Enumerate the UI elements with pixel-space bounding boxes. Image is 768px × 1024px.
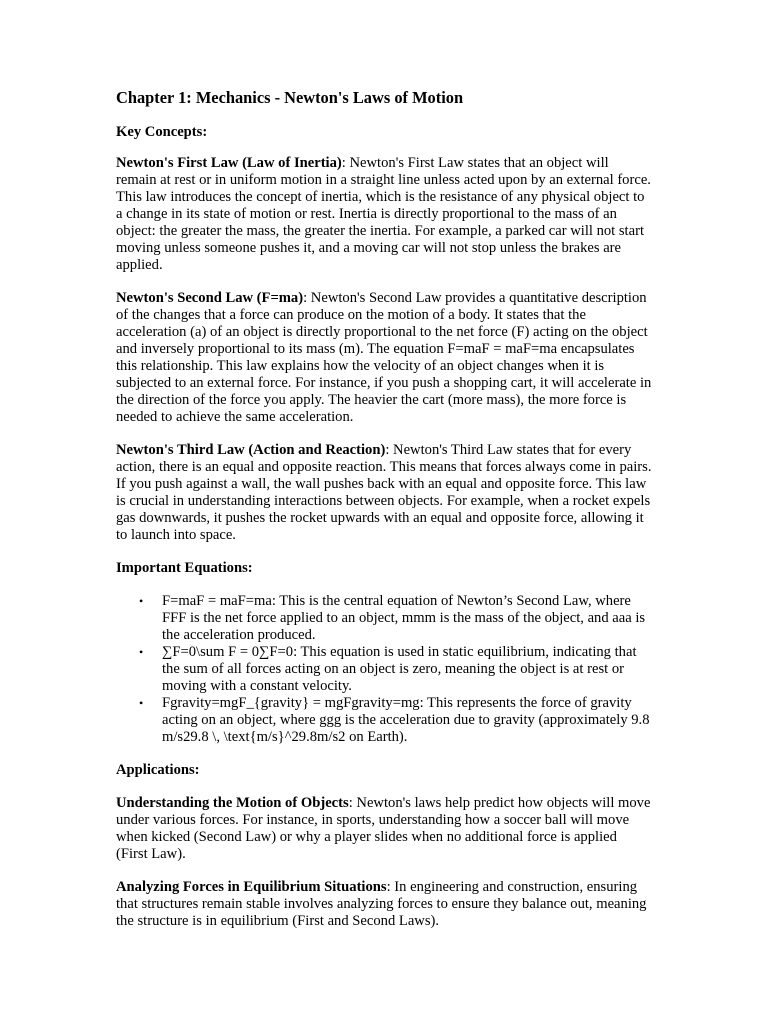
list-item — [116, 644, 652, 695]
equilibrium-application-text: : In engineering and construction, ensuring that structures remain stable involves analyzing forces to ensure they balance out, meaning the structure is in equilibrium (First and Second Laws). — [116, 879, 647, 929]
equation-text: F=maF = maF=ma: This is the central equation of Newton’s Second Law, where FFF is the net force applied to an object, mmm is the mass of the object, and aaa is the acceleration produced. — [162, 593, 646, 643]
key-concepts-heading: Key Concepts: — [116, 124, 208, 140]
document-body — [116, 88, 652, 930]
equations-heading: Important Equations: — [116, 560, 253, 576]
first-law-paragraph — [116, 155, 652, 274]
list-item — [116, 695, 652, 746]
motion-application-paragraph — [116, 795, 652, 863]
second-law-text: : Newton's Second Law provides a quantitative description of the changes that a force can produce on the motion of a body. It states that the acceleration (a) of an object is directly proportional to the net force (F) acting on the object and inversely proportional to its mass (m). The equation F=maF = maF=ma encapsulates this relationship. This law explains how the velocity of an object changes when it is subjected to an external force. For instance, if you push a shopping cart, it will accelerate in the direction of the force you apply. The heavier the cart (more mass), the more force is needed to achieve the same acceleration. — [116, 290, 652, 425]
third-law-text: : Newton's Third Law states that for every action, there is an equal and opposite reaction. This means that forces always come in pairs. If you push against a wall, the wall pushes back with an equal and opposite force. This law is crucial in understanding interactions between objects. For example, when a rocket expels gas downwards, it pushes the rocket upwards with an equal and opposite force, allowing it to launch into space. — [116, 442, 652, 543]
motion-application-text: : Newton's laws help predict how objects will move under various forces. For instance, in sports, understanding how a soccer ball will move when kicked (Second Law) or why a player slides when no additional force is applied (First Law). — [116, 795, 651, 862]
second-law-term: Newton's Second Law (F=ma) — [116, 290, 304, 306]
third-law-term: Newton's Third Law (Action and Reaction) — [116, 442, 386, 458]
equation-text: ∑F=0\sum F = 0∑F=0: This equation is used in static equilibrium, indicating that the sum of all forces acting on an object is zero, meaning the object is at rest or moving with a constant velocity. — [162, 644, 637, 694]
equilibrium-application-paragraph — [116, 879, 652, 930]
bullet-icon: • — [139, 594, 144, 608]
list-item — [116, 593, 652, 644]
equilibrium-application-term: Analyzing Forces in Equilibrium Situations — [116, 879, 387, 895]
first-law-text: : Newton's First Law states that an object will remain at rest or in uniform motion in a straight line unless acted upon by an external force. This law introduces the concept of inertia, which is the resistance of any physical object to a change in its state of motion or rest. Inertia is directly proportional to the mass of an object: the greater the mass, the greater the inertia. For example, a parked car will not start moving unless someone pushes it, and a moving car will not stop unless the brakes are applied. — [116, 155, 651, 273]
equations-list — [116, 593, 652, 746]
equation-text: Fgravity=mgF_{gravity} = mgFgravity=mg: This represents the force of gravity acting on an object, where ggg is the acceleration due to gravity (approximately 9.8 m/s29.8 \, \text{m/s}^29.8m/s2 on Earth). — [162, 695, 650, 745]
second-law-paragraph — [116, 290, 652, 426]
bullet-icon: • — [139, 645, 144, 659]
applications-heading: Applications: — [116, 762, 200, 778]
bullet-icon: • — [139, 696, 144, 710]
third-law-paragraph — [116, 442, 652, 544]
chapter-title: Chapter 1: Mechanics - Newton's Laws of Motion — [116, 88, 464, 107]
motion-application-term: Understanding the Motion of Objects — [116, 795, 349, 811]
first-law-term: Newton's First Law (Law of Inertia) — [116, 155, 342, 171]
